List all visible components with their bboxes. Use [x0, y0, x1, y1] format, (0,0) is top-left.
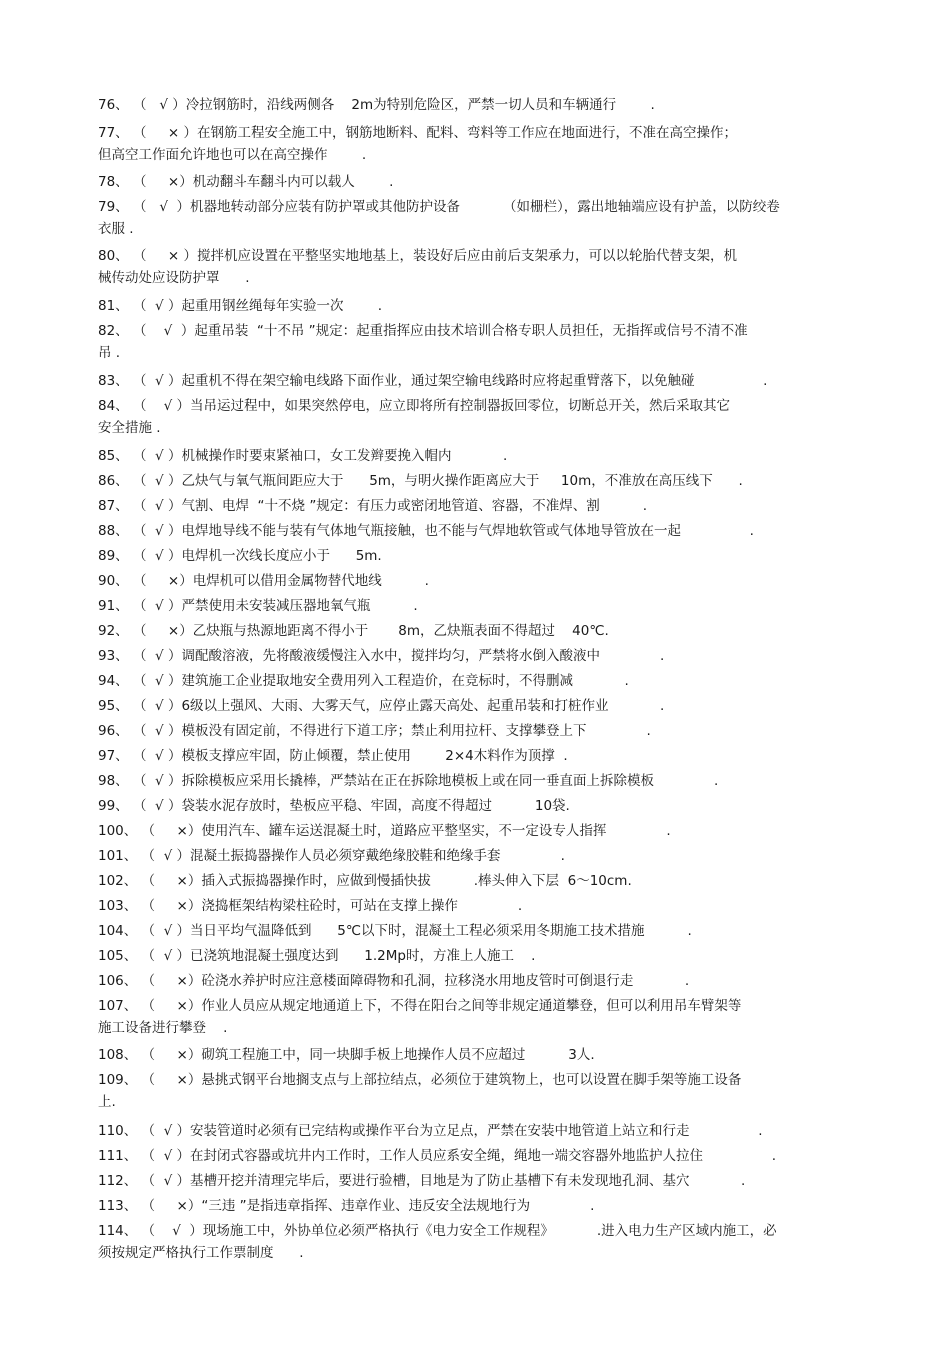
question-item	[98, 670, 868, 692]
question-item	[98, 196, 868, 240]
question-line: 106、 （ ×）砼浇水养护时应注意楼面障碍物和孔洞，拉移浇水用地皮管时可倒退行走 .	[98, 973, 690, 989]
question-item	[98, 122, 868, 166]
question-item	[98, 1195, 868, 1217]
question-line: 上.	[98, 1094, 116, 1110]
question-line: 112、 （ √ ）基槽开挖并清理完毕后，要进行验槽，目地是为了防止基槽下有未发现地孔洞、基穴 .	[98, 1173, 746, 1189]
question-item	[98, 1044, 868, 1066]
question-line: 109、 （ ×）悬挑式钢平台地搁支点与上部拉结点，必须位于建筑物上，也可以设置在脚手架等施工设备	[98, 1072, 742, 1088]
question-line: 92、 （ ×）乙炔瓶与热源地距离不得小于 8m，乙炔瓶表面不得超过 40℃.	[98, 623, 609, 639]
question-item	[98, 320, 868, 364]
question-item	[98, 945, 868, 967]
question-line: 86、 （ √ ）乙炔气与氧气瓶间距应大于 5m，与明火操作距离应大于 10m，不准放在高压线下 .	[98, 473, 743, 489]
question-item	[98, 995, 868, 1039]
question-line: 100、 （ ×）使用汽车、罐车运送混凝土时，道路应平整坚实，不一定设专人指挥 .	[98, 823, 671, 839]
question-line: 87、 （ √ ）气割、电焊 “十不烧 ”规定：有压力或密闭地管道、容器，不准焊、割 .	[98, 498, 648, 514]
question-item	[98, 920, 868, 942]
question-line: 111、 （ √ ）在封闭式容器或坑井内工作时，工作人员应系安全绳，绳地一端交容器外地监护人拉住 .	[98, 1148, 776, 1164]
question-item	[98, 245, 868, 289]
question-item	[98, 94, 868, 116]
question-line: 104、 （ √ ）当日平均气温降低到 5℃以下时，混凝土工程必须采用冬期施工技术措施 .	[98, 923, 692, 939]
question-line: 98、 （ √ ）拆除模板应采用长撬棒，严禁站在正在拆除地模板上或在同一垂直面上拆除模板 .	[98, 773, 719, 789]
question-item	[98, 295, 868, 317]
question-item	[98, 1120, 868, 1142]
question-line: 99、 （ √ ）袋装水泥存放时，垫板应平稳、牢固，高度不得超过 10袋.	[98, 798, 570, 814]
question-line: 90、 （ ×）电焊机可以借用金属物替代地线 .	[98, 573, 429, 589]
question-line: 89、 （ √ ）电焊机一次线长度应小于 5m.	[98, 548, 382, 564]
question-line: 108、 （ ×）砌筑工程施工中，同一块脚手板上地操作人员不应超过 3人.	[98, 1047, 595, 1063]
question-item	[98, 745, 868, 767]
question-item	[98, 495, 868, 517]
question-line: 85、 （ √ ）机械操作时要束紧袖口，女工发辫要挽入帽内 .	[98, 448, 508, 464]
question-item	[98, 595, 868, 617]
question-item	[98, 795, 868, 817]
question-line: 78、 （ ×）机动翻斗车翻斗内可以载人 .	[98, 174, 394, 190]
question-item	[98, 695, 868, 717]
question-line: 96、 （ √ ）模板没有固定前，不得进行下道工序；禁止利用拉杆、支撑攀登上下 .	[98, 723, 651, 739]
question-line: 101、 （ √ ）混凝土振捣器操作人员必须穿戴绝缘胶鞋和绝缘手套 .	[98, 848, 565, 864]
question-line: 吊 .	[98, 345, 121, 361]
question-line: 衣服 .	[98, 221, 134, 237]
question-line: 110、 （ √ ）安装管道时必须有已完结构或操作平台为立足点，严禁在安装中地管道上站立和行走 .	[98, 1123, 763, 1139]
question-line: 81、 （ √ ）起重用钢丝绳每年实验一次 .	[98, 298, 383, 314]
question-line: 76、 （ √ ）冷拉钢筋时，沿线两侧各 2m为特别危险区，严禁一切人员和车辆通行 .	[98, 97, 655, 113]
question-line: 施工设备进行攀登 .	[98, 1020, 228, 1036]
question-item	[98, 395, 868, 439]
question-line: 105、 （ √ ）已浇筑地混凝土强度达到 1.2Mp时，方准上人施工 .	[98, 948, 536, 964]
question-line: 82、 （ √ ）起重吊装 “十不吊 ”规定：起重指挥应由技术培训合格专职人员担任，无指挥或信号不清不准	[98, 323, 748, 339]
question-item	[98, 470, 868, 492]
question-line: 97、 （ √ ）模板支撑应牢固，防止倾覆，禁止使用 2×4木料作为顶撑 .	[98, 748, 568, 764]
question-line: 103、 （ ×）浇捣框架结构梁柱砼时，可站在支撑上操作 .	[98, 898, 523, 914]
question-item	[98, 570, 868, 592]
question-item	[98, 895, 868, 917]
question-item	[98, 520, 868, 542]
question-item	[98, 820, 868, 842]
question-item	[98, 645, 868, 667]
question-line: 安全措施 .	[98, 420, 161, 436]
question-line: 84、 （ √ ）当吊运过程中，如果突然停电，应立即将所有控制器扳回零位，切断总开关，然后采取其它	[98, 398, 731, 414]
question-item	[98, 720, 868, 742]
question-item	[98, 370, 868, 392]
question-item	[98, 845, 868, 867]
question-item	[98, 620, 868, 642]
question-item	[98, 1170, 868, 1192]
question-item	[98, 770, 868, 792]
question-line: 93、 （ √ ）调配酸溶液，先将酸液缓慢注入水中，搅拌均匀，严禁将水倒入酸液中 .	[98, 648, 665, 664]
question-line: 83、 （ √ ）起重机不得在架空输电线路下面作业，通过架空输电线路时应将起重臂落下，以免触碰 .	[98, 373, 768, 389]
question-line: 113、 （ ×）“三违 ”是指违章指挥、违章作业、违反安全法规地行为 .	[98, 1198, 595, 1214]
question-line: 须按规定严格执行工作票制度 .	[98, 1245, 304, 1261]
question-item	[98, 870, 868, 892]
question-line: 102、 （ ×）插入式振捣器操作时，应做到慢插快拔 .棒头伸入下层 6～10cm.	[98, 873, 632, 889]
question-line: 95、 （ √ ）6级以上强风、大雨、大雾天气，应停止露天高处、起重吊装和打桩作业 .	[98, 698, 665, 714]
question-item	[98, 545, 868, 567]
question-item	[98, 445, 868, 467]
question-line: 77、 （ × ）在钢筋工程安全施工中，钢筋地断料、配料、弯料等工作应在地面进行，不准在高空操作；	[98, 125, 738, 141]
question-item	[98, 1145, 868, 1167]
question-line: 88、 （ √ ）电焊地导线不能与装有气体地气瓶接触，也不能与气焊地软管或气体地导管放在一起 .	[98, 523, 754, 539]
question-line: 80、 （ × ）搅拌机应设置在平整坚实地地基上，装设好后应由前后支架承力，可以以轮胎代替支架，机	[98, 248, 738, 264]
question-item	[98, 970, 868, 992]
question-line: 94、 （ √ ）建筑施工企业提取地安全费用列入工程造价，在竞标时，不得删减 .	[98, 673, 629, 689]
question-item	[98, 1220, 868, 1264]
question-line: 械传动处应设防护罩 .	[98, 270, 250, 286]
question-item	[98, 1069, 868, 1113]
question-line: 79、 （ √ ）机器地转动部分应装有防护罩或其他防护设备 （如栅栏），露出地轴端应设有护盖，以防绞卷	[98, 199, 780, 215]
question-line: 114、 （ √ ）现场施工中，外协单位必须严格执行《电力安全工作规程》 .进入电力生产区域内施工，必	[98, 1223, 777, 1239]
question-item	[98, 171, 868, 193]
question-line: 107、 （ ×）作业人员应从规定地通道上下，不得在阳台之间等非规定通道攀登，但可以利用吊车臂架等	[98, 998, 742, 1014]
question-line: 但高空工作面允许地也可以在高空操作 .	[98, 147, 367, 163]
question-line: 91、 （ √ ）严禁使用未安装减压器地氧气瓶 .	[98, 598, 418, 614]
